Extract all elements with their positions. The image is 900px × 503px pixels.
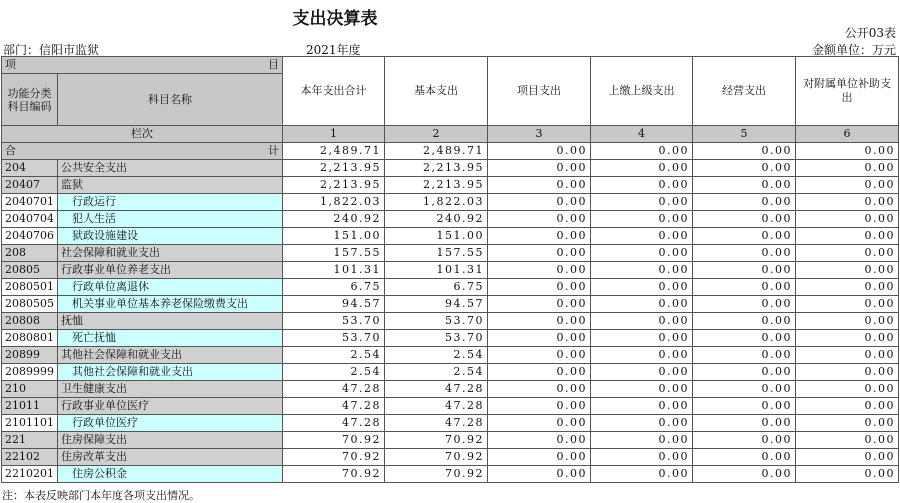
row-value: 0.00 — [693, 194, 796, 211]
row-value: 0.00 — [693, 347, 796, 364]
row-name: 狱政设施建设 — [58, 228, 283, 245]
row-name: 行政运行 — [58, 194, 283, 211]
column-header: 经营支出 — [693, 57, 796, 126]
row-value: 0.00 — [796, 245, 899, 262]
table-row — [2, 177, 899, 194]
row-code: 2040704 — [2, 211, 58, 228]
table-row — [2, 313, 899, 330]
department-label: 部门：信阳市监狱 — [3, 43, 100, 57]
table-row — [2, 364, 899, 381]
total-value: 2,489.71 — [385, 143, 488, 160]
row-value: 0.00 — [591, 313, 693, 330]
row-value: 0.00 — [591, 245, 693, 262]
column-number: 6 — [796, 126, 899, 143]
row-value: 1,822.03 — [283, 194, 385, 211]
row-value: 0.00 — [693, 449, 796, 466]
row-code: 2089999 — [2, 364, 58, 381]
row-value: 0.00 — [488, 245, 591, 262]
row-value: 6.75 — [283, 279, 385, 296]
row-code: 2040701 — [2, 194, 58, 211]
column-header: 基本支出 — [385, 57, 488, 126]
row-value: 70.92 — [385, 449, 488, 466]
row-value: 0.00 — [796, 194, 899, 211]
table-row — [2, 211, 899, 228]
row-value: 0.00 — [693, 398, 796, 415]
row-name: 卫生健康支出 — [58, 381, 283, 398]
row-value: 0.00 — [488, 381, 591, 398]
table-row — [2, 330, 899, 347]
total-value: 2,489.71 — [283, 143, 385, 160]
row-name: 公共安全支出 — [58, 160, 283, 177]
row-value: 0.00 — [488, 466, 591, 483]
table-row — [2, 228, 899, 245]
row-value: 0.00 — [796, 160, 899, 177]
row-value: 0.00 — [591, 415, 693, 432]
row-code: 210 — [2, 381, 58, 398]
table-note: 注：本表反映部门本年度各项支出情况。 — [2, 489, 200, 502]
row-code: 22102 — [2, 449, 58, 466]
row-value: 101.31 — [283, 262, 385, 279]
row-code: 21011 — [2, 398, 58, 415]
table-row — [2, 347, 899, 364]
row-value: 53.70 — [283, 330, 385, 347]
row-value: 0.00 — [488, 296, 591, 313]
row-value: 0.00 — [796, 381, 899, 398]
row-value: 0.00 — [488, 160, 591, 177]
total-he: 合 — [5, 144, 16, 157]
row-code: 208 — [2, 245, 58, 262]
row-value: 0.00 — [693, 330, 796, 347]
column-header: 项目支出 — [488, 57, 591, 126]
row-value: 0.00 — [591, 364, 693, 381]
row-value: 0.00 — [693, 262, 796, 279]
unit-label: 金额单位：万元 — [811, 43, 896, 57]
row-value: 6.75 — [385, 279, 488, 296]
table-row — [2, 415, 899, 432]
column-number: 3 — [488, 126, 591, 143]
row-value: 0.00 — [591, 296, 693, 313]
row-value: 0.00 — [796, 262, 899, 279]
row-name: 监狱 — [58, 177, 283, 194]
row-value: 157.55 — [385, 245, 488, 262]
row-value: 0.00 — [591, 432, 693, 449]
row-code: 20407 — [2, 177, 58, 194]
row-value: 47.28 — [385, 381, 488, 398]
row-value: 0.00 — [488, 364, 591, 381]
row-value: 0.00 — [488, 347, 591, 364]
row-value: 0.00 — [488, 415, 591, 432]
row-value: 0.00 — [591, 330, 693, 347]
row-value: 0.00 — [796, 211, 899, 228]
row-value: 0.00 — [796, 466, 899, 483]
row-value: 0.00 — [591, 449, 693, 466]
row-value: 0.00 — [488, 398, 591, 415]
row-value: 2.54 — [385, 347, 488, 364]
row-value: 0.00 — [591, 466, 693, 483]
column-number: 2 — [385, 126, 488, 143]
row-value: 0.00 — [796, 347, 899, 364]
lanci-label: 栏次 — [2, 126, 283, 143]
code-column-header: 功能分类科目编码 — [2, 74, 58, 126]
table-row — [2, 398, 899, 415]
row-value: 0.00 — [591, 177, 693, 194]
year-label: 2021年度 — [306, 43, 361, 57]
row-value: 47.28 — [283, 415, 385, 432]
row-value: 2.54 — [283, 347, 385, 364]
row-value: 0.00 — [796, 364, 899, 381]
row-value: 0.00 — [693, 211, 796, 228]
table-row — [2, 296, 899, 313]
row-value: 53.70 — [385, 330, 488, 347]
row-value: 70.92 — [283, 432, 385, 449]
row-code: 2080505 — [2, 296, 58, 313]
row-code: 2210201 — [2, 466, 58, 483]
row-value: 0.00 — [591, 262, 693, 279]
row-name: 机关事业单位基本养老保险缴费支出 — [58, 296, 283, 313]
row-value: 0.00 — [488, 313, 591, 330]
row-value: 0.00 — [693, 313, 796, 330]
table-row — [2, 279, 899, 296]
row-value: 240.92 — [385, 211, 488, 228]
row-value: 0.00 — [693, 160, 796, 177]
total-value: 0.00 — [591, 143, 693, 160]
row-value: 0.00 — [693, 415, 796, 432]
row-value: 47.28 — [283, 398, 385, 415]
header-xiangmu — [2, 57, 283, 74]
row-value: 0.00 — [693, 177, 796, 194]
row-value: 53.70 — [385, 313, 488, 330]
row-value: 47.28 — [385, 415, 488, 432]
row-code: 20899 — [2, 347, 58, 364]
row-name: 其他社会保障和就业支出 — [58, 364, 283, 381]
table-row — [2, 194, 899, 211]
row-name: 行政单位医疗 — [58, 415, 283, 432]
column-number: 1 — [283, 126, 385, 143]
row-value: 2.54 — [283, 364, 385, 381]
row-code: 2080501 — [2, 279, 58, 296]
row-value: 0.00 — [488, 449, 591, 466]
row-name: 犯人生活 — [58, 211, 283, 228]
table-row — [2, 432, 899, 449]
row-name: 其他社会保障和就业支出 — [58, 347, 283, 364]
row-code: 221 — [2, 432, 58, 449]
row-value: 2,213.95 — [283, 160, 385, 177]
row-value: 0.00 — [591, 279, 693, 296]
row-value: 0.00 — [796, 279, 899, 296]
name-column-header: 科目名称 — [58, 74, 283, 126]
row-value: 47.28 — [283, 381, 385, 398]
row-value: 0.00 — [693, 364, 796, 381]
row-value: 101.31 — [385, 262, 488, 279]
row-name: 住房改革支出 — [58, 449, 283, 466]
column-number: 5 — [693, 126, 796, 143]
row-value: 0.00 — [591, 194, 693, 211]
row-value: 0.00 — [796, 330, 899, 347]
table-row — [2, 381, 899, 398]
row-value: 0.00 — [693, 228, 796, 245]
table-row — [2, 245, 899, 262]
total-label — [2, 143, 283, 160]
row-value: 0.00 — [693, 296, 796, 313]
row-value: 0.00 — [796, 415, 899, 432]
row-value: 94.57 — [385, 296, 488, 313]
row-value: 0.00 — [488, 177, 591, 194]
row-value: 0.00 — [796, 228, 899, 245]
row-value: 1,822.03 — [385, 194, 488, 211]
row-value: 0.00 — [488, 330, 591, 347]
expenditure-table — [1, 56, 899, 483]
row-value: 0.00 — [796, 177, 899, 194]
total-ji: 计 — [268, 144, 279, 157]
row-value: 0.00 — [693, 432, 796, 449]
row-code: 2040706 — [2, 228, 58, 245]
row-code: 20805 — [2, 262, 58, 279]
row-value: 0.00 — [591, 347, 693, 364]
row-value: 70.92 — [385, 432, 488, 449]
total-value: 0.00 — [796, 143, 899, 160]
row-value: 0.00 — [693, 245, 796, 262]
row-name: 住房公积金 — [58, 466, 283, 483]
column-header: 对附属单位补助支出 — [796, 57, 899, 126]
row-value: 0.00 — [488, 279, 591, 296]
row-value: 151.00 — [283, 228, 385, 245]
row-value: 0.00 — [488, 432, 591, 449]
row-value: 0.00 — [693, 381, 796, 398]
row-value: 151.00 — [385, 228, 488, 245]
row-name: 住房保障支出 — [58, 432, 283, 449]
row-value: 70.92 — [283, 466, 385, 483]
row-value: 0.00 — [488, 262, 591, 279]
row-value: 0.00 — [591, 211, 693, 228]
row-value: 0.00 — [693, 279, 796, 296]
form-code: 公开03表 — [844, 26, 896, 40]
row-value: 0.00 — [693, 466, 796, 483]
row-value: 0.00 — [796, 296, 899, 313]
row-code: 204 — [2, 160, 58, 177]
row-value: 53.70 — [283, 313, 385, 330]
row-name: 行政事业单位医疗 — [58, 398, 283, 415]
row-code: 2101101 — [2, 415, 58, 432]
column-number: 4 — [591, 126, 693, 143]
row-value: 0.00 — [488, 194, 591, 211]
row-name: 行政事业单位养老支出 — [58, 262, 283, 279]
page-title: 支出决算表 — [292, 9, 378, 29]
row-value: 240.92 — [283, 211, 385, 228]
table-row — [2, 449, 899, 466]
column-header: 上缴上级支出 — [591, 57, 693, 126]
column-header: 本年支出合计 — [283, 57, 385, 126]
row-value: 47.28 — [385, 398, 488, 415]
row-name: 社会保障和就业支出 — [58, 245, 283, 262]
row-name: 抚恤 — [58, 313, 283, 330]
row-value: 0.00 — [591, 398, 693, 415]
row-value: 0.00 — [796, 398, 899, 415]
row-value: 94.57 — [283, 296, 385, 313]
row-value: 0.00 — [591, 228, 693, 245]
row-value: 2,213.95 — [283, 177, 385, 194]
row-value: 0.00 — [591, 160, 693, 177]
total-row — [2, 143, 899, 160]
total-value: 0.00 — [488, 143, 591, 160]
row-code: 20808 — [2, 313, 58, 330]
row-value: 70.92 — [385, 466, 488, 483]
table-row — [2, 262, 899, 279]
row-value: 0.00 — [796, 432, 899, 449]
row-value: 2,213.95 — [385, 177, 488, 194]
table-row — [2, 160, 899, 177]
row-name: 死亡抚恤 — [58, 330, 283, 347]
row-value: 157.55 — [283, 245, 385, 262]
header-xiang: 项 — [5, 58, 16, 71]
header-mu: 目 — [268, 58, 279, 71]
row-value: 70.92 — [283, 449, 385, 466]
total-value: 0.00 — [693, 143, 796, 160]
row-value: 0.00 — [796, 449, 899, 466]
row-value: 0.00 — [488, 211, 591, 228]
row-name: 行政单位离退休 — [58, 279, 283, 296]
row-value: 2,213.95 — [385, 160, 488, 177]
row-code: 2080801 — [2, 330, 58, 347]
row-value: 0.00 — [591, 381, 693, 398]
row-value: 0.00 — [796, 313, 899, 330]
table-row — [2, 466, 899, 483]
row-value: 0.00 — [488, 228, 591, 245]
row-value: 2.54 — [385, 364, 488, 381]
